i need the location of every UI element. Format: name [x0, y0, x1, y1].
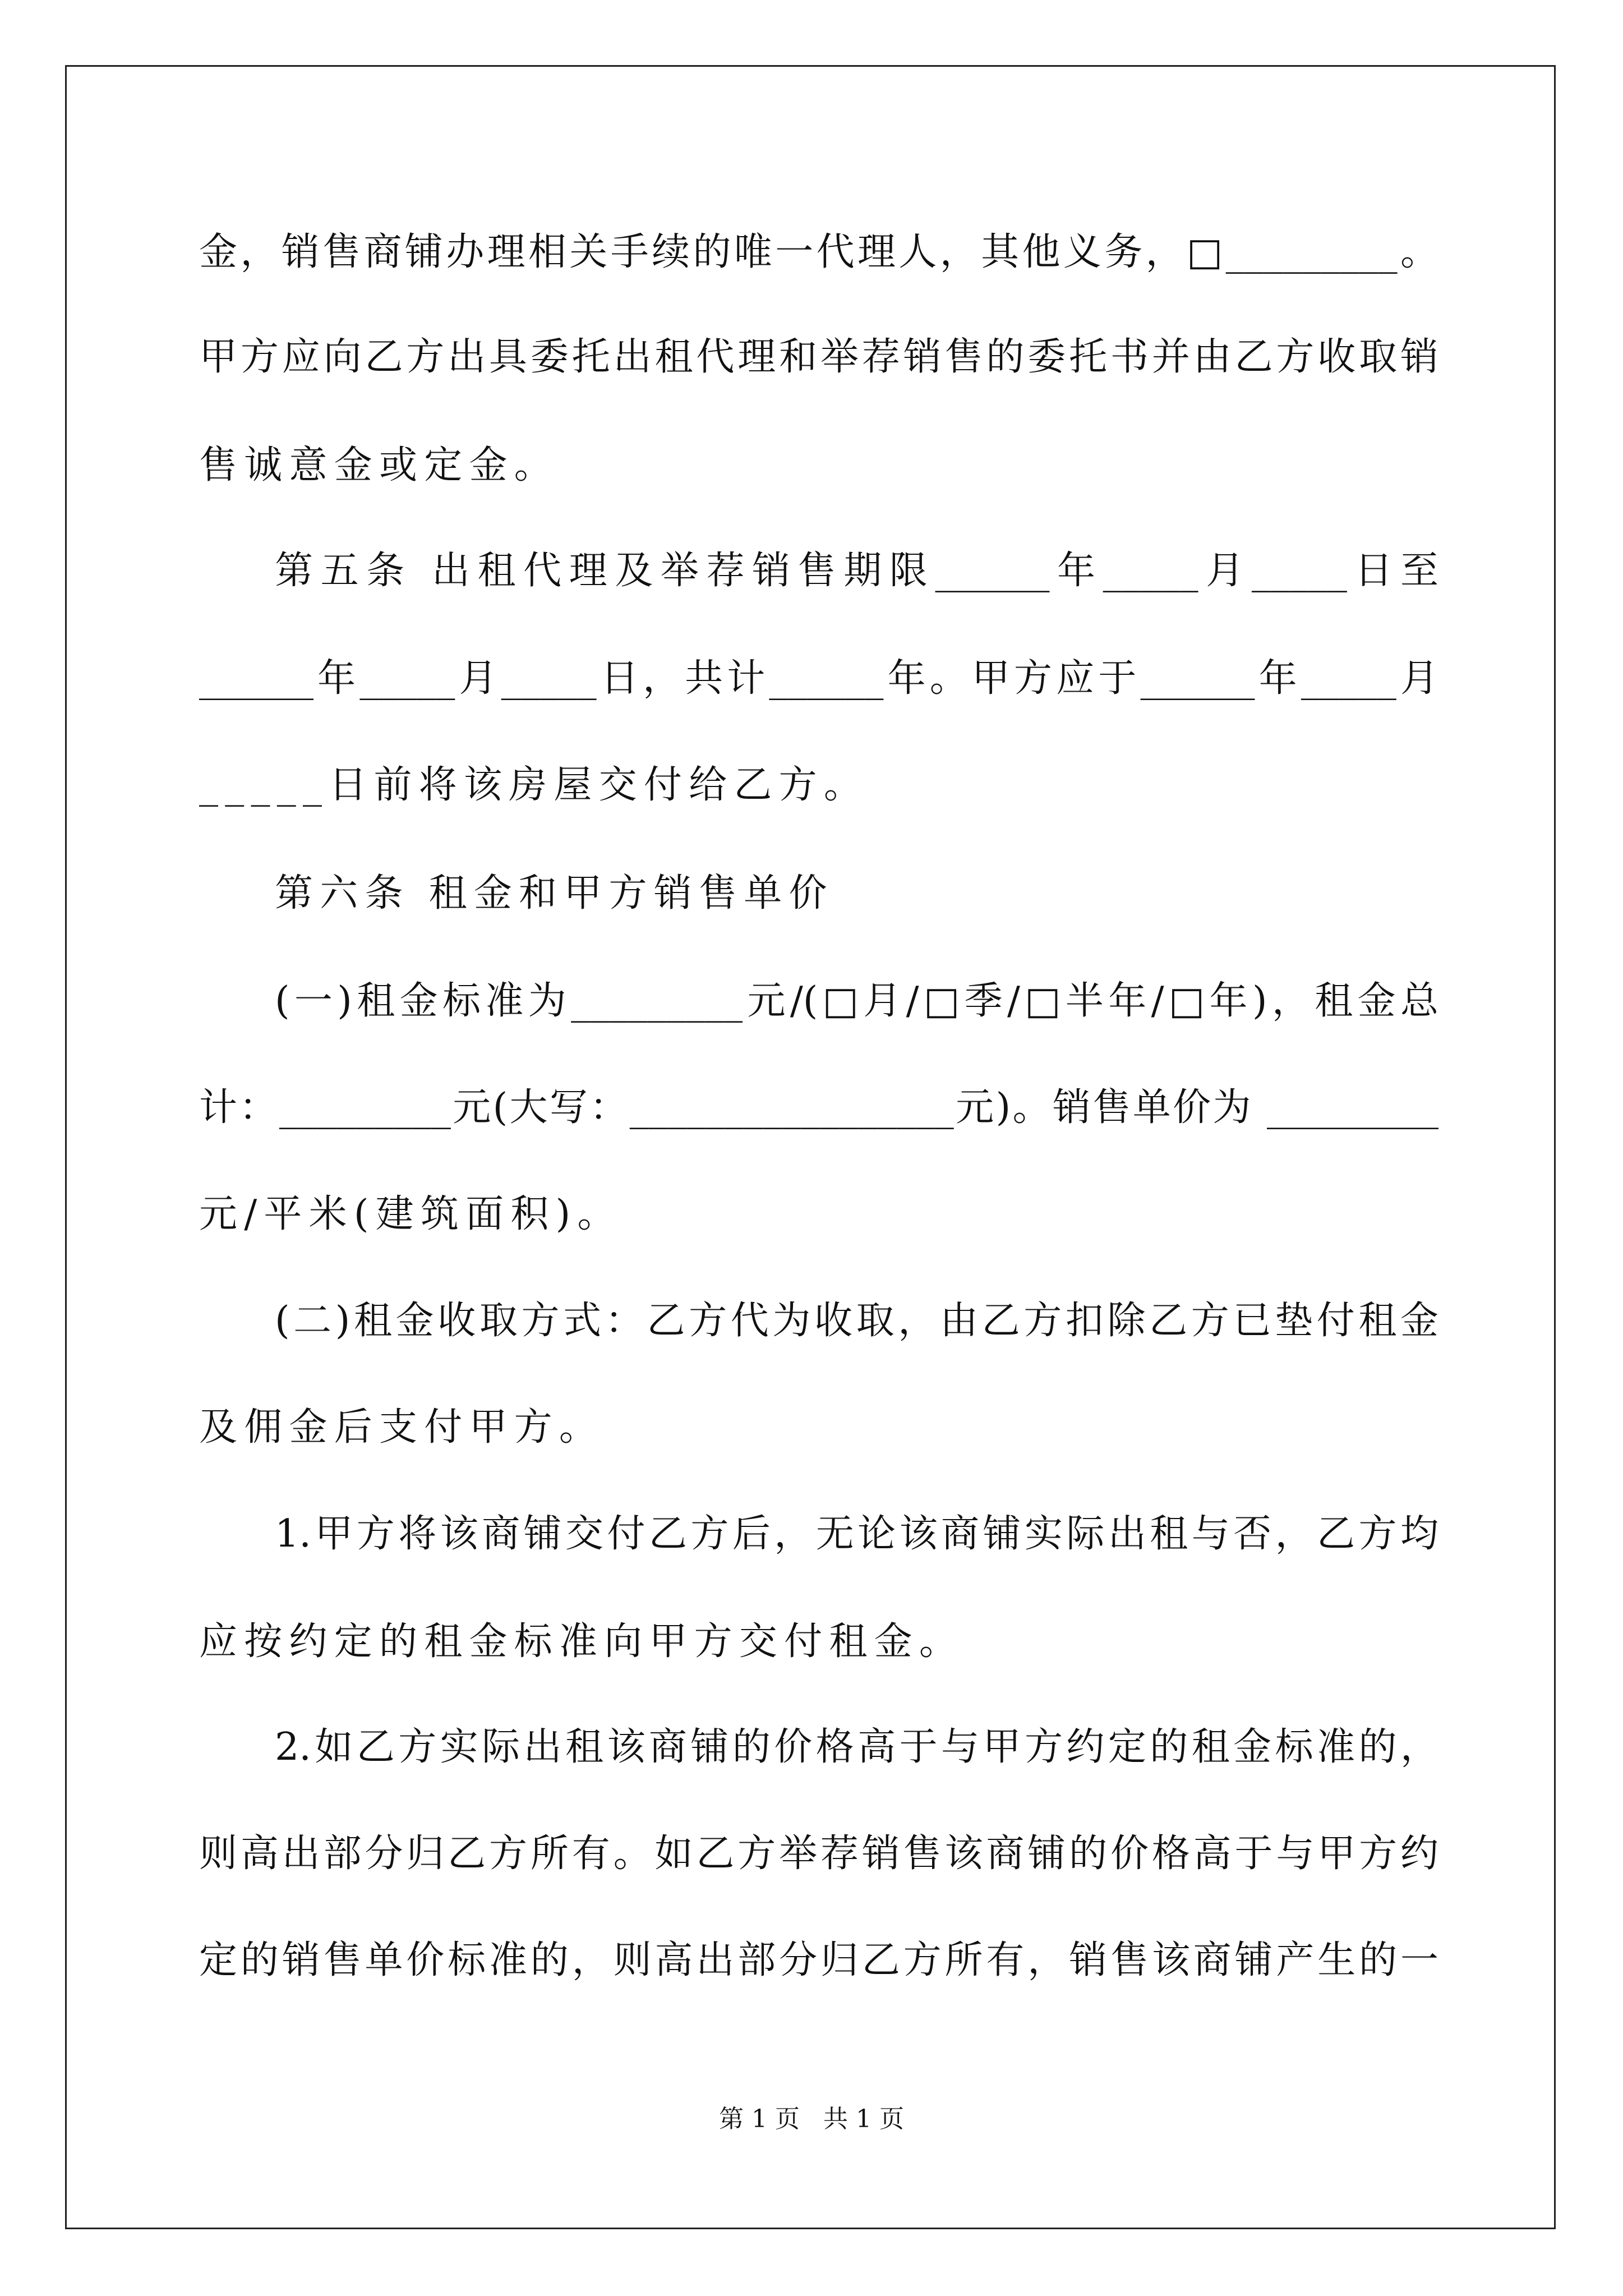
- text-line: ______年_____月_____日，共计______年。甲方应于______年_____月: [199, 656, 1438, 701]
- text-line: 甲方应向乙方出具委托出租代理和举荐销售的委托书并由乙方收取销: [199, 335, 1438, 379]
- section-heading: 第六条 租金和甲方销售单价: [275, 871, 834, 915]
- text-line: (二)租金收取方式：乙方代为收取，由乙方扣除乙方已垫付租金: [275, 1299, 1438, 1343]
- text-line: (一)租金标准为_________元/(□月/□季/□半年/□年)，租金总: [275, 979, 1438, 1023]
- text-line: _____日前将该房屋交付给乙方。: [199, 763, 869, 807]
- text-line: 及佣金后支付甲方。: [199, 1405, 605, 1450]
- page-footer: 第 1 页 共 1 页: [719, 2105, 904, 2133]
- text-line: 元/平米(建筑面积)。: [199, 1192, 623, 1236]
- page-border: [65, 65, 1556, 2229]
- text-line: 应按约定的租金标准向甲方交付租金。: [199, 1619, 965, 1664]
- text-line: 第五条 出租代理及举荐销售期限______年_____月_____日至: [275, 549, 1438, 593]
- text-line: 金，销售商铺办理相关手续的唯一代理人，其他义务，□_________。: [199, 230, 1438, 274]
- text-line: 1.甲方将该商铺交付乙方后，无论该商铺实际出租与否，乙方均: [275, 1512, 1438, 1556]
- text-line: 2.如乙方实际出租该商铺的价格高于与甲方约定的租金标准的，: [275, 1725, 1438, 1769]
- text-line: 售诚意金或定金。: [199, 443, 559, 487]
- text-line: 定的销售单价标准的，则高出部分归乙方所有，销售该商铺产生的一: [199, 1938, 1438, 1982]
- text-line: 计：_________元(大写：_________________元)。销售单价为 _________: [199, 1085, 1438, 1130]
- text-line: 则高出部分归乙方所有。如乙方举荐销售该商铺的价格高于与甲方约: [199, 1832, 1438, 1876]
